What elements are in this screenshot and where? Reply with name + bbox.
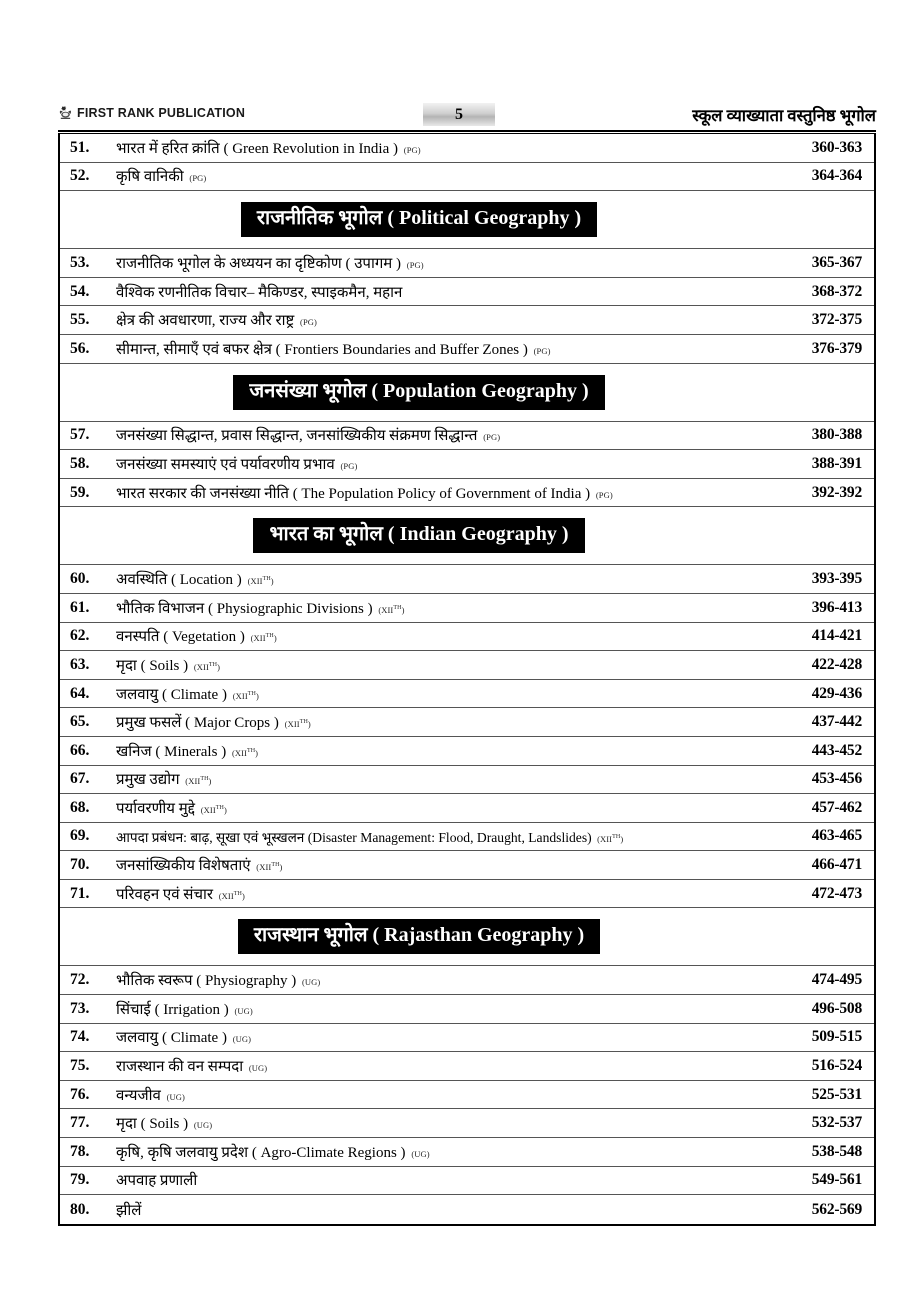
toc-entry-row[interactable] <box>60 737 874 766</box>
entry-title <box>116 684 766 704</box>
entry-title-english: ( The Population Policy of Government of India ) <box>292 485 591 502</box>
entry-number: 55. <box>70 311 90 329</box>
toc-entry-row[interactable] <box>60 422 874 451</box>
entry-page-range: 392-392 <box>811 483 862 501</box>
publisher-brand <box>58 105 245 120</box>
entry-number: 68. <box>70 798 90 816</box>
entry-level-tag <box>285 719 311 729</box>
entry-page-range: 365-367 <box>811 253 862 271</box>
entry-level-tag-text: (XII <box>231 747 247 758</box>
entry-level-tag-text: (XII <box>250 633 266 644</box>
entry-number: 75. <box>70 1057 90 1075</box>
entry-level-tag-superscript: TH <box>215 805 224 812</box>
entry-level-tag-close: ) <box>255 747 259 758</box>
entry-number: 67. <box>70 770 90 788</box>
entry-title-hindi: राजस्थान की वन सम्पदा <box>116 1059 244 1076</box>
entry-title-hindi: वैश्विक रणनीतिक विचार– मैकिण्डर, स्पाइकमैन, महान <box>116 284 403 301</box>
entry-level-tag <box>248 576 274 586</box>
entry-level-tag-superscript: TH <box>208 662 218 669</box>
entry-page-range: 393-395 <box>811 570 862 588</box>
entry-title-hindi: जलवायु <box>116 686 159 703</box>
section-title-band <box>238 919 600 954</box>
entry-level-tag <box>234 1006 252 1016</box>
toc-entry-row[interactable] <box>60 450 874 479</box>
toc-entry-row[interactable] <box>60 479 874 508</box>
entry-title-hindi: झीलें <box>116 1202 142 1219</box>
entry-title <box>116 798 766 818</box>
section-title-hindi: राजनीतिक भूगोल <box>256 207 383 230</box>
entry-page-range: 376-379 <box>811 339 862 357</box>
section-title-english: ( Indian Geography ) <box>387 523 569 546</box>
entry-title-hindi: जनसांख्यिकीय विशेषताएं <box>116 858 251 875</box>
entry-level-tag-superscript: TH <box>233 890 242 897</box>
entry-title-hindi: भारत सरकार की जनसंख्या नीति <box>116 485 289 502</box>
entry-number: 80. <box>70 1200 90 1218</box>
entry-level-tag <box>251 633 277 643</box>
entry-level-tag-close: ) <box>273 633 277 644</box>
entry-level-tag-text: (XII <box>378 604 394 615</box>
toc-entry-row[interactable] <box>60 565 874 594</box>
entry-level-tag-text: (XII <box>193 661 209 672</box>
entry-level-tag <box>596 490 613 500</box>
toc-entry-row[interactable] <box>60 966 874 995</box>
entry-title-english: ( Soils ) <box>140 1116 189 1133</box>
entry-title <box>116 1113 766 1133</box>
entry-level-tag <box>185 776 211 786</box>
entry-number: 61. <box>70 598 90 616</box>
entry-level-tag-close: ) <box>241 890 245 901</box>
toc-entry-row[interactable] <box>60 335 874 364</box>
toc-section-header <box>60 908 874 966</box>
toc-entry-row[interactable] <box>60 794 874 823</box>
entry-page-range: 457-462 <box>811 798 862 816</box>
entry-page-range: 437-442 <box>811 713 862 731</box>
toc-entry-row[interactable] <box>60 278 874 307</box>
entry-title-hindi: कृषि वानिकी <box>116 169 184 186</box>
entry-title-english: ( Minerals ) <box>155 743 227 760</box>
entry-level-tag-text: (PG) <box>340 460 358 471</box>
entry-level-tag <box>233 1034 251 1044</box>
toc-entry-row[interactable] <box>60 1052 874 1081</box>
entry-level-tag-close: ) <box>217 661 221 672</box>
header-rule <box>58 130 876 132</box>
entry-number: 65. <box>70 713 90 731</box>
entry-title <box>116 310 766 330</box>
entry-title <box>116 166 766 186</box>
entry-number: 59. <box>70 483 90 501</box>
entry-page-range: 396-413 <box>811 598 862 616</box>
entry-title <box>116 999 766 1019</box>
entry-level-tag <box>189 173 206 183</box>
entry-page-range: 388-391 <box>811 454 862 472</box>
entry-level-tag-close: ) <box>279 862 283 873</box>
entry-level-tag <box>256 862 282 872</box>
entry-page-range: 463-465 <box>811 827 862 845</box>
entry-level-tag-close: ) <box>307 719 311 730</box>
entry-number: 69. <box>70 827 90 845</box>
toc-entry-row[interactable] <box>60 249 874 278</box>
entry-title-hindi: जलवायु <box>116 1030 159 1047</box>
entry-number: 72. <box>70 971 90 989</box>
emblem-icon <box>58 105 73 120</box>
entry-title-english: ( Physiographic Divisions ) <box>208 600 373 617</box>
entry-title <box>116 569 766 589</box>
entry-title-hindi: अवस्थिति <box>116 572 168 589</box>
entry-page-range: 496-508 <box>811 999 862 1017</box>
entry-title-hindi: क्षेत्र की अवधारणा, राज्य और राष्ट्र <box>116 313 295 330</box>
entry-page-range: 516-524 <box>811 1057 862 1075</box>
entry-number: 77. <box>70 1114 90 1132</box>
entry-title-hindi: खनिज <box>116 743 152 760</box>
entry-number: 51. <box>70 138 90 156</box>
toc-section-header <box>60 191 874 249</box>
entry-page-range: 549-561 <box>811 1171 862 1189</box>
entry-title-hindi: प्रमुख फसलें <box>116 715 182 732</box>
entry-level-tag-text: (XII <box>218 890 234 901</box>
entry-title-hindi: राजनीतिक भूगोल के अध्ययन का दृष्टिकोण ( उपागम ) <box>116 255 402 272</box>
section-title-english: ( Rajasthan Geography ) <box>372 924 585 947</box>
entry-level-tag-close: ) <box>223 804 227 815</box>
entry-number: 70. <box>70 856 90 874</box>
entry-title <box>116 855 766 875</box>
entry-level-tag-text: (PG) <box>483 432 501 443</box>
section-title-band <box>241 202 597 237</box>
entry-number: 66. <box>70 741 90 759</box>
entry-number: 54. <box>70 282 90 300</box>
toc-entry-row[interactable] <box>60 623 874 652</box>
entry-page-range: 562-569 <box>811 1200 862 1218</box>
entry-level-tag <box>201 805 227 815</box>
entry-title <box>116 282 766 302</box>
entry-level-tag-close: ) <box>620 833 624 844</box>
entry-level-tag <box>194 1120 212 1130</box>
entry-page-range: 372-375 <box>811 311 862 329</box>
entry-level-tag <box>167 1092 185 1102</box>
entry-level-tag <box>219 891 245 901</box>
entry-page-range: 443-452 <box>811 741 862 759</box>
entry-level-tag <box>232 748 258 758</box>
entry-title-hindi: जनसंख्या समस्याएं एवं पर्यावरणीय प्रभाव <box>116 456 335 473</box>
entry-title <box>116 769 766 789</box>
entry-level-tag <box>300 317 317 327</box>
entry-title <box>116 741 766 761</box>
entry-title-hindi: मृदा <box>116 657 137 674</box>
entry-number: 64. <box>70 684 90 702</box>
entry-number: 74. <box>70 1028 90 1046</box>
entry-level-tag-text: (UG) <box>232 1034 252 1045</box>
entry-page-range: 538-548 <box>811 1142 862 1160</box>
toc-entry-row[interactable] <box>60 1167 874 1196</box>
toc-entry-row[interactable] <box>60 1024 874 1053</box>
toc-entry-row[interactable] <box>60 823 874 852</box>
entry-page-range: 429-436 <box>811 684 862 702</box>
entry-title <box>116 483 766 503</box>
page-number-box <box>423 103 495 126</box>
entry-title-hindi: वनस्पति <box>116 629 160 646</box>
entry-page-range: 422-428 <box>811 655 862 673</box>
entry-level-tag-superscript: TH <box>200 776 209 783</box>
entry-level-tag <box>483 432 500 442</box>
section-title-hindi: जनसंख्या भूगोल <box>249 379 367 402</box>
entry-title <box>116 884 766 904</box>
entry-level-tag <box>407 260 424 270</box>
entry-level-tag-superscript: TH <box>299 719 308 726</box>
entry-level-tag-close: ) <box>270 576 274 587</box>
entry-title-hindi: मृदा <box>116 1116 137 1133</box>
entry-title-english: ( Climate ) <box>161 686 227 703</box>
entry-title-hindi: भौतिक स्वरूप <box>116 973 193 990</box>
entry-number: 53. <box>70 253 90 271</box>
entry-title <box>116 1170 766 1190</box>
entry-level-tag-text: (PG) <box>300 317 317 328</box>
entry-title-hindi: अपवाह प्रणाली <box>116 1173 198 1190</box>
entry-page-range: 453-456 <box>811 770 862 788</box>
entry-level-tag-text: (PG) <box>595 489 613 500</box>
entry-page-range: 364-364 <box>811 167 862 185</box>
toc-entry-row[interactable] <box>60 1109 874 1138</box>
section-title-band <box>253 518 584 553</box>
entry-level-tag-text: (UG) <box>193 1120 213 1131</box>
toc-entry-row[interactable] <box>60 594 874 623</box>
toc-entry-row[interactable] <box>60 134 874 163</box>
entry-title <box>116 1056 766 1076</box>
entry-level-tag-superscript: TH <box>612 834 621 841</box>
entry-number: 76. <box>70 1085 90 1103</box>
entry-level-tag-superscript: TH <box>246 747 256 754</box>
entry-level-tag <box>249 1063 267 1073</box>
entry-level-tag-text: (XII <box>185 776 201 787</box>
entry-title-english: ( Major Crops ) <box>185 715 279 732</box>
entry-title-hindi: भौतिक विभाजन <box>116 600 205 617</box>
toc-entry-row[interactable] <box>60 766 874 795</box>
entry-title <box>116 1200 766 1220</box>
entry-title-english: ( Physiography ) <box>196 973 297 990</box>
entry-page-range: 368-372 <box>811 282 862 300</box>
section-title-hindi: राजस्थान भूगोल <box>253 924 368 947</box>
entry-level-tag-close: ) <box>208 776 212 787</box>
entry-level-tag-superscript: TH <box>271 862 280 869</box>
entry-level-tag <box>597 834 623 844</box>
entry-level-tag-text: (PG) <box>533 345 551 356</box>
entry-title <box>116 970 766 990</box>
entry-level-tag-superscript: TH <box>393 604 402 611</box>
entry-level-tag <box>340 461 357 471</box>
entry-number: 73. <box>70 999 90 1017</box>
entry-level-tag-text: (XII <box>247 576 263 587</box>
toc-section-header <box>60 507 874 565</box>
entry-number: 79. <box>70 1171 90 1189</box>
entry-number: 78. <box>70 1142 90 1160</box>
entry-level-tag <box>233 691 259 701</box>
entry-title-hindi: पर्यावरणीय मुद्दे <box>116 800 195 817</box>
entry-title <box>116 598 766 618</box>
entry-title <box>116 425 766 445</box>
entry-page-range: 466-471 <box>811 856 862 874</box>
entry-page-range: 474-495 <box>811 971 862 989</box>
entry-title-hindi: परिवहन एवं संचार <box>116 886 213 903</box>
entry-title-english: ( Soils ) <box>140 657 189 674</box>
entry-level-tag-text: (UG) <box>411 1148 430 1159</box>
entry-level-tag-text: (UG) <box>166 1091 185 1102</box>
entry-level-tag <box>404 145 421 155</box>
entry-level-tag <box>534 346 551 356</box>
entry-level-tag-text: (XII <box>200 804 216 815</box>
entry-level-tag-text: (UG) <box>234 1005 253 1016</box>
entry-title <box>116 1142 766 1162</box>
entry-title <box>116 626 766 646</box>
entry-title <box>116 1027 766 1047</box>
publisher-name: FIRST RANK PUBLICATION <box>77 105 246 120</box>
section-title-band <box>233 375 604 410</box>
toc-section-header <box>60 364 874 422</box>
entry-title-english: ( Location ) <box>171 572 242 589</box>
entry-number: 52. <box>70 167 90 185</box>
entry-level-tag <box>378 605 404 615</box>
entry-title <box>116 454 766 474</box>
entry-level-tag-text: (PG) <box>189 173 207 184</box>
toc-entry-row[interactable] <box>60 1195 874 1224</box>
book-title-header: स्कूल व्याख्याता वस्तुनिष्ठ भूगोल <box>692 106 876 125</box>
entry-title-hindi: भारत में हरित क्रांति <box>116 140 220 157</box>
entry-number: 56. <box>70 339 90 357</box>
toc-entry-row[interactable] <box>60 1138 874 1167</box>
entry-level-tag <box>194 662 220 672</box>
entry-level-tag-superscript: TH <box>247 690 256 697</box>
entry-title <box>116 138 766 158</box>
toc-entry-row[interactable] <box>60 851 874 880</box>
entry-page-range: 380-388 <box>811 426 862 444</box>
entry-title <box>116 253 766 273</box>
toc-entry-row[interactable] <box>60 163 874 192</box>
toc-entry-row[interactable] <box>60 1081 874 1110</box>
entry-title <box>116 1085 766 1105</box>
entry-page-range: 509-515 <box>811 1028 862 1046</box>
entry-title <box>116 339 766 359</box>
entry-level-tag-text: (UG) <box>248 1063 268 1074</box>
entry-title-english: ( Frontiers Boundaries and Buffer Zones ) <box>275 341 528 358</box>
toc-entry-row[interactable] <box>60 680 874 709</box>
entry-page-range: 525-531 <box>811 1085 862 1103</box>
page-number: 5 <box>455 105 463 123</box>
section-title-english: ( Political Geography ) <box>387 207 582 230</box>
entry-level-tag-superscript: TH <box>262 576 271 583</box>
entry-level-tag-text: (PG) <box>403 144 421 155</box>
entry-title-hindi: आपदा प्रबंधन: बाढ़, सूखा एवं भूस्खलन <box>116 829 305 845</box>
entry-title-hindi: वन्यजीव <box>116 1087 161 1104</box>
entry-title-hindi: जनसंख्या सिद्धान्त, प्रवास सिद्धान्त, जनसांख्यिकीय संक्रमण सिद्धान्त <box>116 428 478 445</box>
entry-page-range: 472-473 <box>811 884 862 902</box>
entry-number: 62. <box>70 627 90 645</box>
toc-entry-row[interactable] <box>60 708 874 737</box>
entry-number: 57. <box>70 426 90 444</box>
entry-title-english: ( Vegetation ) <box>163 629 245 646</box>
running-header <box>58 103 876 129</box>
entry-level-tag <box>411 1149 429 1159</box>
entry-title-hindi: सिंचाई <box>116 1001 151 1018</box>
entry-level-tag-text: (UG) <box>302 977 321 988</box>
entry-title-hindi: सीमान्त, सीमाएँ एवं बफर क्षेत्र <box>116 341 272 358</box>
toc-entry-row[interactable] <box>60 306 874 335</box>
entry-level-tag-text: (PG) <box>406 259 424 270</box>
toc-entry-row[interactable] <box>60 995 874 1024</box>
entry-title-english: ( Irrigation ) <box>154 1001 229 1018</box>
table-of-contents <box>58 133 876 1226</box>
entry-title-hindi: प्रमुख उद्योग <box>116 772 180 789</box>
toc-entry-row[interactable] <box>60 880 874 909</box>
entry-level-tag <box>302 977 320 987</box>
entry-title <box>116 655 766 675</box>
entry-page-range: 360-363 <box>811 138 862 156</box>
entry-level-tag-text: (XII <box>256 862 272 873</box>
entry-page-range: 532-537 <box>811 1114 862 1132</box>
section-title-english: ( Population Geography ) <box>371 379 589 402</box>
entry-title-english: ( Climate ) <box>161 1030 227 1047</box>
entry-title <box>116 712 766 732</box>
entry-title-english: ( Agro-Climate Regions ) <box>251 1144 406 1161</box>
entry-number: 60. <box>70 570 90 588</box>
entry-number: 63. <box>70 655 90 673</box>
toc-entry-row[interactable] <box>60 651 874 680</box>
entry-title <box>116 827 778 846</box>
entry-title-english: ( Green Revolution in India ) <box>223 140 399 157</box>
entry-number: 71. <box>70 884 90 902</box>
entry-number: 58. <box>70 454 90 472</box>
entry-level-tag-text: (XII <box>284 719 300 730</box>
section-title-hindi: भारत का भूगोल <box>269 523 383 546</box>
entry-level-tag-superscript: TH <box>265 633 274 640</box>
entry-title-english: (Disaster Management: Flood, Draught, Landslides) <box>307 829 592 845</box>
entry-level-tag-close: ) <box>401 604 405 615</box>
entry-level-tag-text: (XII <box>597 833 613 844</box>
entry-title-hindi: कृषि, कृषि जलवायु प्रदेश <box>116 1144 249 1161</box>
entry-page-range: 414-421 <box>811 627 862 645</box>
entry-level-tag-close: ) <box>255 690 259 701</box>
entry-level-tag-text: (XII <box>232 690 248 701</box>
